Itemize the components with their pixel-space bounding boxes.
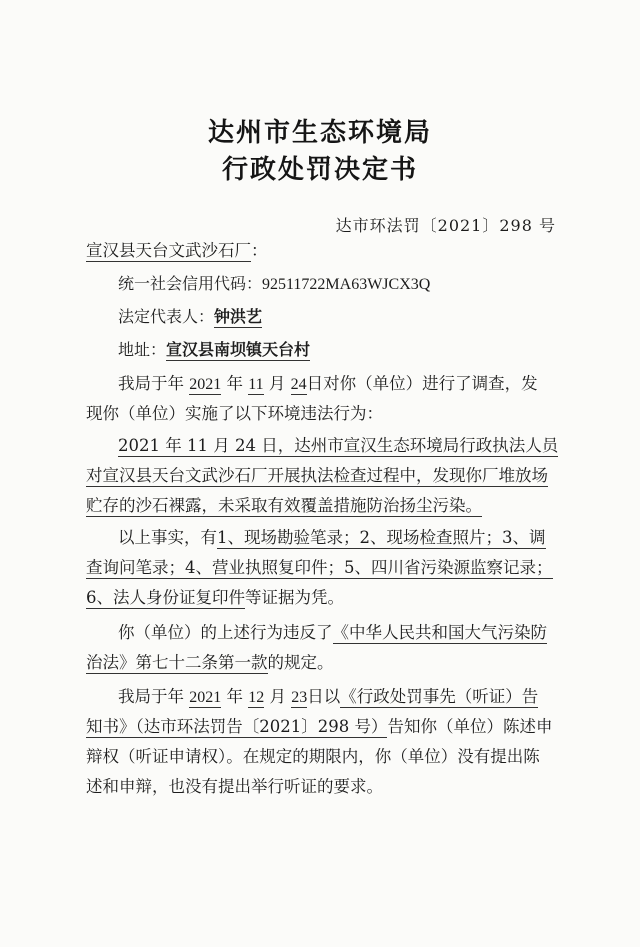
violation-text-1: 2021 年 11 月 24 日，达州市宣汉生态环境局行政执法人员 [118, 436, 559, 455]
party-name-line [86, 240, 268, 262]
credit-code-line [118, 273, 430, 296]
notice-text-c: 月 [269, 687, 286, 706]
violation-text-3: 贮存的沙石裸露，未采取有效覆盖措施防治扬尘污染。 [86, 496, 482, 515]
notice-text-d: 日以 [307, 687, 341, 706]
address-line [118, 339, 310, 361]
evidence-line-2 [86, 557, 553, 579]
evidence-list-1: 1、现场勘验笔录；2、现场检查照片；3、调 [217, 528, 546, 547]
party-name-suffix: ： [251, 241, 268, 260]
investigation-month: 11 [248, 376, 264, 393]
notice-text-b: 年 [226, 687, 243, 706]
notice-line-4: 述和申辩，也没有提出举行听证的要求。 [86, 777, 383, 796]
violation-line-3 [86, 495, 482, 517]
notice-line-2 [86, 716, 552, 738]
credit-code-label: 统一社会信用代码： [118, 274, 263, 293]
address-label: 地址： [118, 340, 167, 359]
legal-rep-line [118, 306, 262, 328]
notice-text-a: 我局于年 [118, 687, 184, 706]
credit-code-value: 92511722MA63WJCX3Q [262, 276, 431, 293]
investigation-text-c: 月 [268, 374, 286, 393]
notice-text-e: 告知你（单位）陈述申 [387, 717, 553, 736]
investigation-text-a: 我局于年 [118, 374, 184, 393]
evidence-text-a: 以上事实，有 [118, 528, 217, 547]
law-line-2 [86, 652, 334, 674]
investigation-text-d: 日对你（单位）进行了调查，发 [306, 374, 538, 393]
violation-text-2: 对宣汉县天台文武沙石厂开展执法检查过程中，发现你厂堆放场 [86, 466, 548, 485]
notice-document-2: 知书》（达市环法罚告〔2021〕298 号） [86, 717, 388, 736]
investigation-line-1 [118, 373, 538, 396]
legal-rep-label: 法定代表人： [118, 307, 215, 326]
law-text-a: 你（单位）的上述行为违反了 [118, 623, 333, 642]
document-number: 达市环法罚〔2021〕298 号 [335, 216, 556, 235]
investigation-day: 24 [290, 376, 307, 393]
notice-line-1 [118, 686, 538, 709]
law-line-1 [118, 622, 547, 644]
notice-day: 23 [291, 689, 308, 706]
evidence-list-2: 查询问笔录；4、营业执照复印件；5、四川省污染源监察记录； [86, 558, 553, 577]
law-text-b: 的规定。 [267, 653, 334, 672]
evidence-text-b: 等证据为凭。 [245, 588, 344, 607]
investigation-year: 2021 [189, 376, 222, 393]
evidence-line-1 [118, 527, 546, 549]
address-value: 宣汉县南坝镇天台村 [166, 340, 311, 359]
violation-line-2 [86, 465, 548, 487]
agency-title: 达州市生态环境局 [207, 118, 432, 148]
law-citation-2: 治法》第七十二条第一款 [86, 653, 268, 672]
party-name: 宣汉县天台文武沙石厂 [86, 241, 251, 260]
evidence-line-3 [86, 587, 344, 609]
notice-year: 2021 [189, 689, 222, 706]
notice-line-3: 辩权（听证申请权）。在规定的期限内，你（单位）没有提出陈 [86, 747, 540, 766]
document-type-title: 行政处罚决定书 [221, 155, 418, 185]
notice-month: 12 [248, 689, 265, 706]
evidence-list-3: 6、法人身份证复印件 [86, 588, 245, 607]
notice-document-1: 《行政处罚事先（听证）告 [340, 687, 539, 706]
law-citation-1: 《中华人民共和国大气污染防 [332, 623, 547, 642]
violation-line-1 [118, 435, 558, 457]
investigation-text-b: 年 [226, 374, 243, 393]
legal-rep-name: 钟洪艺 [214, 307, 263, 326]
investigation-line-2: 现你（单位）实施了以下环境违法行为： [86, 404, 383, 423]
